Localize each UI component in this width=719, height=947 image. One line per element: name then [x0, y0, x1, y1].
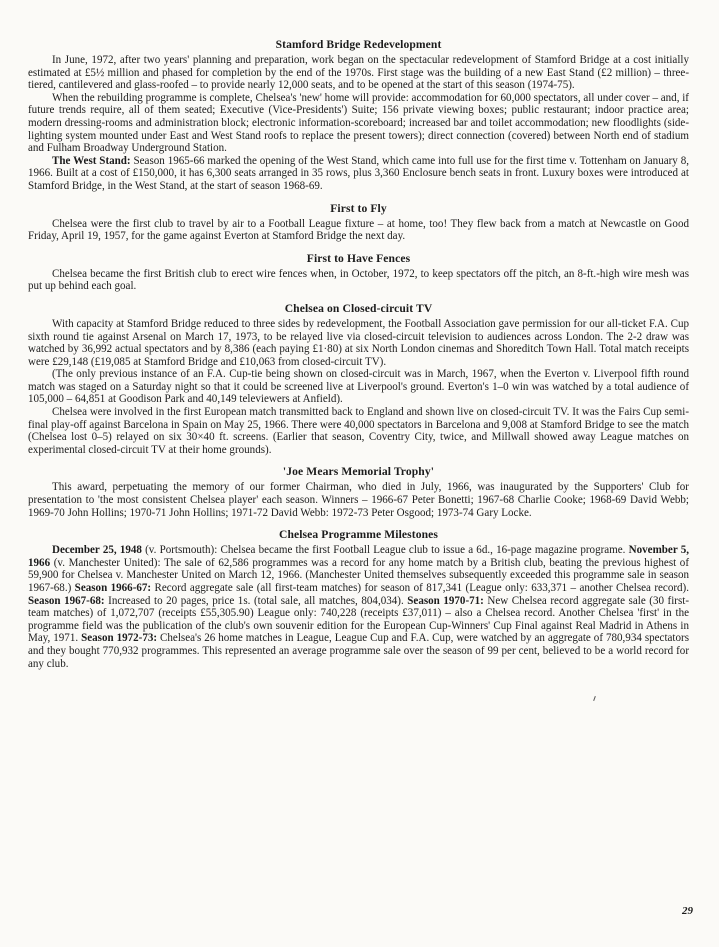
- section-cctv: [28, 302, 689, 457]
- paragraph-lead: The West Stand:: [52, 154, 131, 167]
- milestone-text: (v. Manchester United): The sale of 62,586 programmes was a record for any home match by a British club, beating the previous highest of 59,900 for Chelsea v. Manchester United on March 12, 1966. (Manchester United themselves subsequently exceeded this programme sale in season 1967-68.): [28, 556, 689, 594]
- section-title: Chelsea Programme Milestones: [278, 528, 439, 542]
- milestone-text: New Chelsea record aggregate sale (30 first-team matches) of 1,072,707 (receipts £55,305.90) League only: 740,228 (receipts £37,011) – also a Chelsea record. Another Chelsea 'first' in the programme field was the publication of the club's own souvenir edition for the European Cup-Winners' Cup Final against Real Madrid in Athens in May, 1971.: [28, 594, 690, 645]
- section-title: First to Fly: [330, 201, 387, 215]
- milestone-date: December 25, 1948: [52, 544, 142, 557]
- page-number: 29: [682, 905, 693, 917]
- paragraph: [28, 155, 689, 193]
- milestone-date: November 5, 1966: [28, 544, 689, 569]
- paragraph: (The only previous instance of an F.A. Cup-tie being shown on closed-circuit was in March, 1967, when the Everton v. Liverpool fifth round match was staged on a Saturday night so that it could be screened live at Liverpool's ground. Everton's 1–0 win was watched by a total audience of 105,000 – 64,851 at Goodison Park and 40,149 televiewers at Anfield).: [28, 368, 689, 406]
- milestone-date: Season 1966-67:: [74, 582, 152, 594]
- paragraph: Chelsea were the first club to travel by air to a Football League fixture – at home, too! They flew back from a match at Newcastle on Good Friday, April 19, 1957, for the game against Everton at Stamford Bridge the next day.: [28, 217, 689, 243]
- milestone-text: Increased to 20 pages, price 1s. (total sale, all matches, 804,034).: [104, 594, 408, 607]
- paragraph: Chelsea were involved in the first European match transmitted back to England and shown live on closed-circuit TV. It was the Fairs Cup semi-final play-off against Barcelona in Spain on May 25, 1966. There were 40,000 spectators in Barcelona and 9,008 at Stamford Bridge to see the match (Chelsea lost 0–5) relayed on six 30×40 ft. screens. (Earlier that season, Coventry City, twice, and Millwall showed away League matches on experimental closed-circuit TV at their home grounds).: [28, 406, 689, 456]
- milestone-date: Season 1970-71:: [407, 594, 484, 607]
- section-title: Chelsea on Closed-circuit TV: [284, 301, 433, 315]
- milestone-date: Season 1972-73:: [81, 632, 158, 645]
- paragraph: With capacity at Stamford Bridge reduced to three sides by redevelopment, the Football Association gave permission for our all-ticket F.A. Cup sixth round tie against Arsenal on March 17, 1973, to be relayed live via closed-circuit television to audiences across London. The 2-2 draw was watched by 36,992 actual spectators and by 8,386 (each paying £1·80) at six North London cinemas and Shoreditch Town Hall. Total match receipts were £29,148 (£19,085 at Stamford Bridge and £10,063 from closed-circuit TV).: [28, 317, 689, 368]
- section-first-to-fly: [28, 202, 689, 243]
- section-joe-mears: [28, 465, 689, 519]
- section-fences: [28, 252, 689, 293]
- section-redevelopment: [28, 38, 689, 193]
- section-title: Stamford Bridge Redevelopment: [275, 38, 442, 51]
- section-title: First to Have Fences: [306, 251, 411, 265]
- paragraph: This award, perpetuating the memory of our former Chairman, who died in July, 1966, was inaugurated by the Supporters' Club for presentation to 'the most consistent Chelsea player' each season. Winners – 1966-67 Peter Bonetti; 1967-68 Charlie Cooke; 1968-69 David Webb; 1969-70 John Hollins; 1970-71 John Hollins; 1971-72 David Webb: 1972-73 Peter Osgood; 1973-74 Gary Locke.: [28, 481, 689, 519]
- paragraph: [28, 544, 689, 670]
- paragraph: In June, 1972, after two years' planning and preparation, work began on the spectacular redevelopment of Stamford Bridge at a cost initially estimated at £5½ million and phased for completion by the end of the 1970s. First stage was the building of a new East Stand (£2 million) – three-tiered, cantilevered and glass-roofed – to provide nearly 12,000 seats, and to be opened at the start of this season (1974-75).: [28, 54, 689, 92]
- milestone-date: Season 1967-68:: [28, 594, 105, 607]
- milestone-text: Record aggregate sale (all first-team matches) for season of 817,341 (League only: 633,371 – another Chelsea record).: [151, 582, 689, 594]
- milestone-text: Chelsea's 26 home matches in League, League Cup and F.A. Cup, were watched by an aggregate of 780,934 spectators and they bought 770,932 programmes. This represented an average programme sale over the season of 99 per cent, believed to be a world record for any club.: [28, 632, 689, 670]
- paragraph-text: Season 1965-66 marked the opening of the West Stand, which came into full use for the first time v. Tottenham on January 8, 1966. Built at a cost of £150,000, it has 6,300 seats arranged in 35 rows, plus 3,360 Enclosure bench seats in front. Luxury boxes were introduced at Stamford Bridge, in the West Stand, at the start of season 1968-69.: [28, 154, 690, 192]
- paragraph: Chelsea became the first British club to erect wire fences when, in October, 1972, to keep spectators off the pitch, an 8-ft.-high wire mesh was put up behind each goal.: [28, 267, 689, 293]
- milestone-text: (v. Portsmouth): Chelsea became the first Football League club to issue a 6d., 16-page magazine programe.: [141, 544, 629, 557]
- section-title: 'Joe Mears Memorial Trophy': [282, 465, 435, 479]
- pen-mark: [593, 696, 596, 701]
- section-milestones: [28, 528, 689, 670]
- paragraph: When the rebuilding programme is complete, Chelsea's 'new' home will provide: accommodation for 60,000 spectators, all under cover – and, if future trends require, all of them seated; Executive (Vice-Presidents') Suite; 156 private viewing boxes; public restaurant; indoor practice area; modern dressing-rooms and administration block; electronic information-scoreboard; increased bar and toilet accommodation; new floodlights (side-lighting system mounted under East and West Stand roofs to replace the present towers); direct connection (covered) between North end of stadium and Fulham Broadway Underground Station.: [28, 91, 689, 155]
